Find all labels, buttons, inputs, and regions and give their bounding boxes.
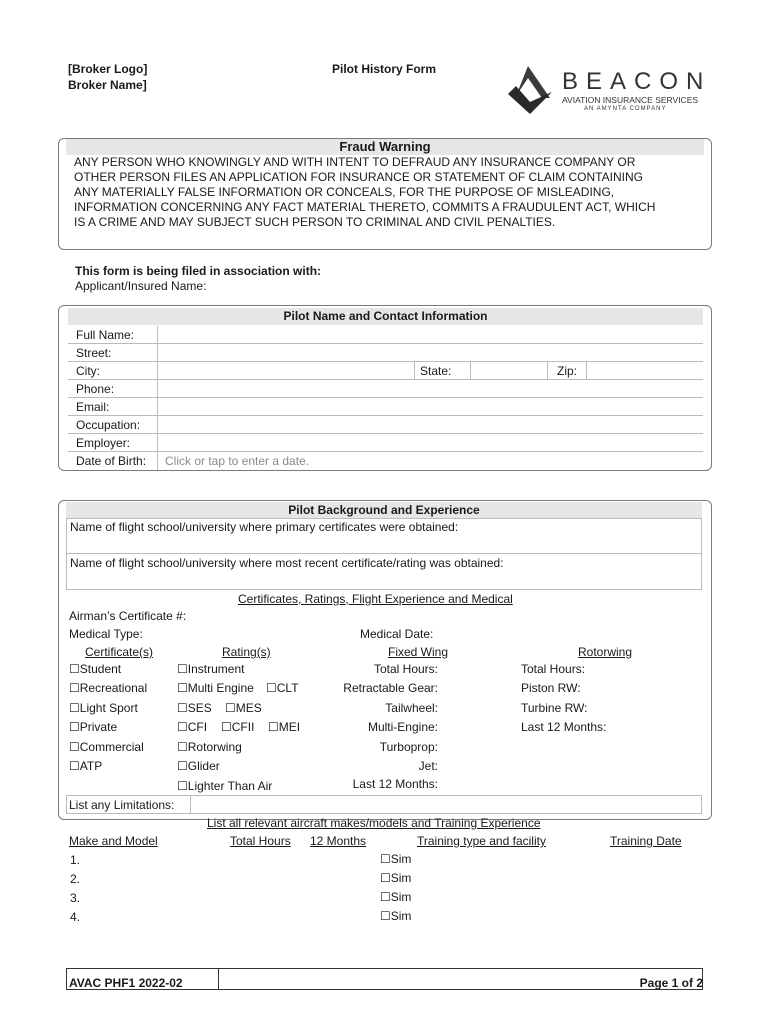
broker-name-placeholder: Broker Name] [68,78,147,92]
cert-private-option[interactable] [69,720,117,734]
background-section-title: Pilot Background and Experience [66,502,702,518]
rating-lighter-than-air-option[interactable] [177,779,272,793]
street-field[interactable] [160,345,700,360]
checkbox-icon: ☐ [266,681,277,695]
aircraft-row-number: 3. [70,891,81,905]
fixed-tailwheel-label: Tailwheel: [385,701,438,715]
rating-label: SES [187,701,212,715]
checkbox-icon: ☐ [380,871,391,885]
checkbox-icon: ☐ [177,740,188,754]
fixed-retractable-gear-label: Retractable Gear: [343,681,438,695]
checkbox-icon: ☐ [177,701,188,715]
beacon-logo [506,64,712,116]
certificates-heading: Certificates, Ratings, Flight Experience and Medical [238,592,513,606]
rating-label: Glider [187,759,220,773]
contact-section-title: Pilot Name and Contact Information [68,308,703,325]
fraud-warning-title: Fraud Warning [66,139,704,155]
rating-mei-option[interactable] [268,720,300,734]
dob-date-picker[interactable]: Click or tap to enter a date. [165,454,310,468]
rotor-piston-label: Piston RW: [521,681,581,695]
sim-label: Sim [390,871,412,885]
medical-type-label: Medical Type: [69,627,143,641]
association-heading: This form is being filed in association with: [75,264,322,278]
brand-subtagline: AN AMYNTA COMPANY [584,106,667,112]
checkbox-icon: ☐ [380,890,391,904]
sim-label: Sim [390,890,412,904]
fixed-last-12-months-label: Last 12 Months: [352,777,438,791]
rating-ses-option[interactable] [177,701,212,715]
checkbox-icon: ☐ [69,681,80,695]
rating-label: CLT [276,681,299,695]
cert-label: ATP [79,759,103,773]
zip-field[interactable] [589,363,699,378]
cert-label: Student [79,662,122,676]
ratings-column-header: Rating(s) [222,645,271,659]
limitations-field[interactable] [192,796,700,813]
fixed-jet-label: Jet: [418,759,438,773]
beacon-chevron-icon [506,64,554,116]
cert-light-sport-option[interactable] [69,701,138,715]
rating-label: MEI [278,720,301,734]
checkbox-icon: ☐ [380,852,391,866]
fixed-total-hours-label: Total Hours: [373,662,438,676]
employer-field[interactable] [160,435,700,450]
cert-commercial-option[interactable] [69,740,144,754]
rating-instrument-option[interactable] [177,662,244,676]
checkbox-icon: ☐ [177,779,188,793]
page-title: Pilot History Form [332,62,437,76]
rating-multi-engine-option[interactable] [177,681,254,695]
city-label: City: [76,364,100,378]
rating-cfi-option[interactable] [177,720,207,734]
rotor-last-12-months-label: Last 12 Months: [521,720,607,734]
page-number: Page 1 of 2 [639,976,703,990]
sim-checkbox[interactable] [380,852,411,866]
fixed-multi-engine-label: Multi-Engine: [367,720,438,734]
applicant-name-label: Applicant/Insured Name: [75,279,207,293]
phone-field[interactable] [160,381,700,396]
aircraft-row-number: 1. [70,853,81,867]
cert-label: Private [79,720,118,734]
fraud-line: OTHER PERSON FILES AN APPLICATION FOR INSURANCE OR STATEMENT OF CLAIM CONTAINING [74,170,643,184]
city-field[interactable] [160,363,410,378]
checkbox-icon: ☐ [69,759,80,773]
brand-name: BEACON [562,68,712,95]
email-label: Email: [76,400,110,414]
training-date-column-header: Training Date [610,834,682,848]
total-hours-column-header: Total Hours [230,834,291,848]
rating-label: MES [235,701,262,715]
rating-rotorwing-option[interactable] [177,740,242,754]
limitations-label: List any Limitations: [69,798,175,812]
school-primary-label: Name of flight school/university where primary certificates were obtained: [70,520,459,534]
checkbox-icon: ☐ [177,662,188,676]
checkbox-icon: ☐ [177,759,188,773]
full-name-field[interactable] [160,327,700,342]
rating-cfii-option[interactable] [221,720,254,734]
sim-checkbox[interactable] [380,871,411,885]
broker-logo-placeholder: [Broker Logo] [68,62,148,76]
checkbox-icon: ☐ [69,740,80,754]
brand-tagline: AVIATION INSURANCE SERVICES [562,95,699,105]
state-label: State: [420,364,452,378]
checkbox-icon: ☐ [177,681,188,695]
checkbox-icon: ☐ [225,701,236,715]
certificates-column-header: Certificate(s) [85,645,154,659]
rating-label: Rotorwing [187,740,242,754]
medical-date-label: Medical Date: [360,627,434,641]
12-months-column-header: 12 Months [310,834,367,848]
cert-label: Commercial [79,740,144,754]
form-code: AVAC PHF1 2022-02 [69,976,183,990]
rotor-total-hours-label: Total Hours: [521,662,586,676]
aircraft-row-number: 4. [70,910,81,924]
cert-atp-option[interactable] [69,759,102,773]
sim-label: Sim [390,909,412,923]
cert-label: Recreational [79,681,148,695]
rating-label: CFII [231,720,255,734]
rating-label: Multi Engine [187,681,254,695]
checkbox-icon: ☐ [69,701,80,715]
street-label: Street: [76,346,112,360]
rating-clt-option[interactable] [266,681,299,695]
occupation-label: Occupation: [76,418,141,432]
rotorwing-column-header: Rotorwing [578,645,633,659]
aircraft-heading: List all relevant aircraft makes/models and Training Experience [207,816,541,830]
checkbox-icon: ☐ [380,909,391,923]
occupation-field[interactable] [160,417,700,432]
checkbox-icon: ☐ [177,720,188,734]
training-type-column-header: Training type and facility [417,834,546,848]
employer-label: Employer: [76,436,131,450]
fraud-warning-text [74,155,655,230]
checkbox-icon: ☐ [221,720,232,734]
rating-label: Lighter Than Air [187,779,273,793]
phone-label: Phone: [76,382,115,396]
email-field[interactable] [160,399,700,414]
sim-checkbox[interactable] [380,890,411,904]
dob-label: Date of Birth: [76,454,147,468]
checkbox-icon: ☐ [69,720,80,734]
cert-recreational-option[interactable] [69,681,147,695]
fraud-line: INFORMATION CONCERNING ANY FACT MATERIAL THERETO, COMMITS A FRAUDULENT ACT, WHICH [74,200,656,214]
rating-mes-option[interactable] [225,701,262,715]
fixed-wing-column-header: Fixed Wing [388,645,449,659]
sim-checkbox[interactable] [380,909,411,923]
cert-student-option[interactable] [69,662,121,676]
airman-cert-label: Airman’s Certificate #: [69,609,187,623]
rating-label: Instrument [187,662,245,676]
checkbox-icon: ☐ [268,720,279,734]
fixed-turboprop-label: Turboprop: [379,740,438,754]
rating-label: CFI [187,720,208,734]
rating-glider-option[interactable] [177,759,220,773]
fraud-line: IS A CRIME AND MAY SUBJECT SUCH PERSON TO CRIMINAL AND CIVIL PENALTIES. [74,215,556,229]
fraud-line: ANY PERSON WHO KNOWINGLY AND WITH INTENT TO DEFRAUD ANY INSURANCE COMPANY OR [74,155,636,169]
aircraft-row-number: 2. [70,872,81,886]
school-recent-label: Name of flight school/university where most recent certificate/rating was obtained: [70,556,504,570]
sim-label: Sim [390,852,412,866]
state-field[interactable] [473,363,545,378]
checkbox-icon: ☐ [69,662,80,676]
fraud-line: ANY MATERIALLY FALSE INFORMATION OR CONCEALS, FOR THE PURPOSE OF MISLEADING, [74,185,615,199]
make-model-column-header: Make and Model [69,834,158,848]
full-name-label: Full Name: [76,328,135,342]
cert-label: Light Sport [79,701,138,715]
rotor-turbine-label: Turbine RW: [521,701,588,715]
zip-label: Zip: [557,364,578,378]
